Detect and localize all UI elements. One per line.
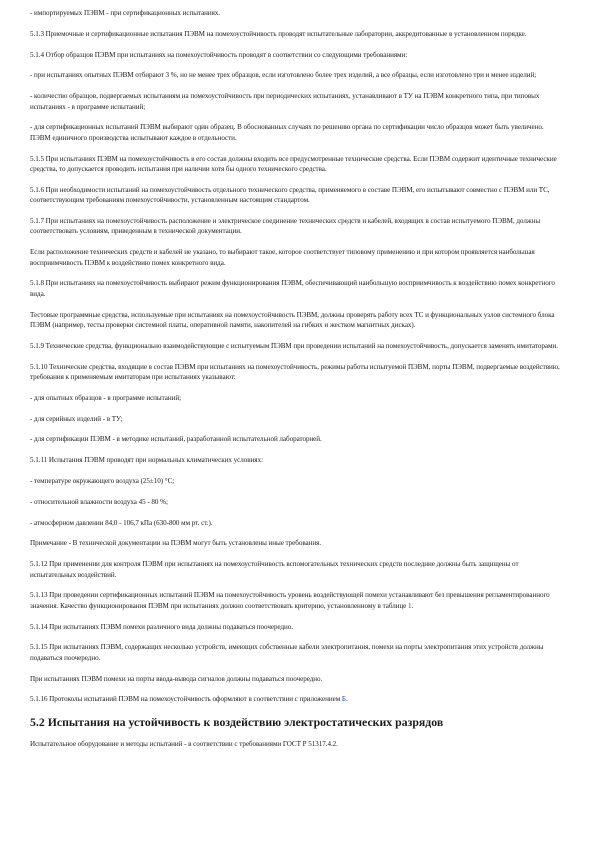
- paragraph: - температуре окружающего воздуха (25±10) °С;: [30, 477, 175, 485]
- paragraph: 5.1.9 Технические средства, функционально взаимодействующие с испытуемым ПЭВМ при проведении испытаний на помехоустойчивость, допускается заменять имитаторами.: [30, 341, 558, 350]
- table-1-link[interactable]: 1: [408, 601, 412, 610]
- document-page: [30, 8, 565, 760]
- paragraph: 5.1.4 Отбор образцов ПЭВМ при испытаниях на помехоустойчивость проводят в соответствии со следующими требованиями:: [30, 50, 408, 59]
- paragraph: - атмосферном давлении 84,0 - 106,7 кПа (630-800 мм рт. ст.).: [30, 518, 213, 527]
- paragraph: 5.1.11 Испытания ПЭВМ проводят при нормальных климатических условиях:: [30, 456, 263, 465]
- paragraph: 5.1.5 При испытаниях ПЭВМ на помехоустойчивость в его состав должны входить все предусмотренные технические средства. Если ПЭВМ содержит идентичные технические средства, то допускается проводить испытания при наличии хотя бы одного технического средства.: [30, 154, 557, 173]
- paragraph: 5.1.6 При необходимости испытаний на помехоустойчивость отдельного технического средства, применяемого в составе ПЭВМ, его испытывают совместно с ПЭВМ или ТС, соответствующим требованиям помехоустойчивости, установленным настоящим стандартом.: [30, 185, 550, 205]
- paragraph: - для серийных изделий - в ТУ;: [30, 414, 123, 423]
- paragraph: 5.1.8 При испытаниях на помехоустойчивость выбирают режим функционирования ПЭВМ, обеспечивающий наибольшую восприимчивость к воздействию помех конкретного вида.: [30, 279, 555, 298]
- paragraph-group-5-1-part-2: [30, 622, 565, 684]
- paragraph: - для опытных образцов - в программе испытаний;: [30, 393, 182, 402]
- paragraph-5-1-16-tail: .: [345, 695, 348, 704]
- paragraph: 5.1.12 При применении для контроля ПЭВМ при испытаниях на помехоустойчивость вспомогательных технических средств последние должны быть защищены от испытательных воздействий.: [30, 560, 519, 579]
- paragraph-5-1-16: [30, 694, 565, 704]
- paragraph: 5.1.10 Технические средства, входящие в состав ПЭВМ при испытаниях на помехоустойчивость, режимы работы испытуемой ПЭВМ, порты ПЭВМ, подвергаемые воздействию, требования к применяемым имитаторам при испытаниях указывают:: [30, 362, 560, 382]
- paragraph: - для сертификационных испытаний ПЭВМ выбирают один образец. В обоснованных случаях по решению органа по сертификации число образцов может быть увеличено. ПЭВМ единичного производства испытывают каждое в отдельности.: [30, 123, 544, 142]
- paragraph: - для сертификации ПЭВМ - в методике испытаний, разработанной испытательной лабораторией.: [30, 435, 322, 444]
- paragraph: 5.1.3 Приемочные и сертификационные испытания ПЭВМ на помехоустойчивость проводят испытательные лаборатории, аккредитованные в установленном порядке.: [30, 29, 527, 38]
- paragraph: Если расположение технических средств и кабелей не указано, то выбирают такое, которое соответствует типовому применению и при котором проявляется наибольшая восприимчивость ПЭВМ к воздействию помех конкретного вида.: [30, 248, 535, 267]
- paragraph: - относительной влажности воздуха 45 - 80 %;: [30, 497, 168, 506]
- paragraph-5-2-equipment: Испытательное оборудование и методы испытаний - в соответствии с требованиями ГОСТ Р 51317.4.2.: [30, 740, 338, 749]
- paragraph: Тестовые программные средства, используемые при испытаниях на помехоустойчивость ПЭВМ, должны проверять работу всех ТС и функциональных узлов системного блока ПЭВМ (например, тесты проверки системной платы, оперативной памяти, накопителей на гибких и жестком магнитных дисках).: [30, 310, 555, 330]
- paragraph-5-1-13: [30, 590, 565, 611]
- section-heading-5-2: 5.2 Испытания на устойчивость к воздействию электростатических разрядов: [30, 715, 444, 730]
- paragraph-5-1-16-text: 5.1.16 Протоколы испытаний ПЭВМ на помехоустойчивость оформляют в соответствии с приложением: [30, 695, 341, 704]
- paragraph: - импортируемых ПЭВМ - при сертификационных испытаниях.: [30, 9, 221, 17]
- paragraph-group-5-1-part-1: [30, 8, 565, 580]
- paragraph-5-1-13-tail: .: [411, 601, 414, 610]
- paragraph: 5.1.7 При испытаниях на помехоустойчивость расположение и электрическое соединение технических средств и кабелей, входящих в состав испытуемого ПЭВМ, должны соответствовать условиям, приведенным в технической документации.: [30, 217, 541, 236]
- paragraph: 5.1.14 При испытаниях ПЭВМ помехи различного вида должны подаваться поочередно.: [30, 622, 294, 631]
- paragraph: 5.1.15 При испытаниях ПЭВМ, содержащих несколько устройств, имеющих собственные кабели электропитания, помехи на порты электропитания этих устройств должны подаваться поочередно.: [30, 643, 544, 662]
- appendix-b-link[interactable]: Б: [341, 695, 346, 704]
- paragraph-5-1-13-text: 5.1.13 При проведении сертификационных испытаний ПЭВМ на помехоустойчивость уровень воздействующей помехи устанавливают без превышения регламентированного значения. Качество функционирования ПЭВМ при испытаниях должно соответствовать критерию, установленному в таблице: [30, 591, 550, 610]
- paragraph: - количество образцов, подвергаемых испытаниям на помехоустойчивость при периодических испытаниях, устанавливают в ТУ на ПЭВМ конкретного типа, при типовых испытаниях - в программе испытаний;: [30, 92, 540, 111]
- paragraph: Примечание - В технической документации на ПЭВМ могут быть установлены иные требования.: [30, 539, 322, 548]
- paragraph: - при испытаниях опытных ПЭВМ отбирают 3 %, но не менее трех образцов, если изготовлено более трех изделий, а все образцы, если изготовлено три и менее изделий;: [30, 71, 537, 80]
- paragraph: При испытаниях ПЭВМ помехи на порты ввода-вывода сигналов должны подаваться поочередно.: [30, 674, 323, 683]
